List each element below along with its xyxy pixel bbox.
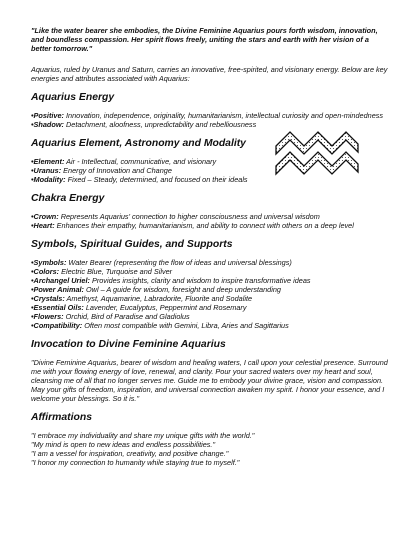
intro-text: Aquarius, ruled by Uranus and Saturn, carries an innovative, free-spirited, and visionary energy. Below are key energies and attributes associated with Aquarius:: [31, 65, 388, 83]
affirmations-heading: Affirmations: [31, 412, 93, 423]
chakra-heading: Chakra Energy: [31, 193, 105, 204]
energy-item: •Positive: Innovation, independence, originality, humanitarianism, intellectual curiosity and open-mindedness: [31, 111, 384, 120]
document-page: [31, 26, 389, 467]
chakra-item: •Heart: Enhances their empathy, humanitarianism, and ability to connect with others on a deep level: [31, 221, 354, 230]
element-item: •Uranus: Energy of Innovation and Change: [31, 166, 172, 175]
affirmation-item: "My mind is open to new ideas and endless possibilities.": [31, 440, 216, 449]
affirmation-item: "I honor my connection to humanity while staying true to myself.": [31, 458, 240, 467]
symbols-item: •Symbols: Water Bearer (representing the flow of ideas and universal blessings): [31, 258, 292, 267]
chakra-item: •Crown: Represents Aquarius' connection to higher consciousness and universal wisdom: [31, 212, 320, 221]
symbols-item: •Archangel Uriel: Provides insights, clarity and wisdom to inspire transformative ideas: [31, 276, 311, 285]
symbols-item: •Crystals: Amethyst, Aquamarine, Labradorite, Fluorite and Sodalite: [31, 294, 253, 303]
energy-heading: Aquarius Energy: [31, 92, 115, 103]
aquarius-water-waves-icon: [272, 126, 362, 176]
affirmation-item: "I embrace my individuality and share my unique gifts with the world.": [31, 431, 255, 440]
element-item: •Modality: Fixed – Steady, determined, and focused on their ideals: [31, 175, 248, 184]
element-item: •Element: Air - Intellectual, communicative, and visionary: [31, 157, 217, 166]
energy-item: •Shadow: Detachment, aloofness, unpredictability and rebelliousness: [31, 120, 257, 129]
invocation-heading: Invocation to Divine Feminine Aquarius: [31, 339, 226, 350]
symbols-item: •Colors: Electric Blue, Turquoise and Silver: [31, 267, 173, 276]
symbols-item: •Essential Oils: Lavender, Eucalyptus, Peppermint and Rosemary: [31, 303, 247, 312]
symbols-item: •Power Animal: Owl – A guide for wisdom, foresight and deep understanding: [31, 285, 281, 294]
element-heading: Aquarius Element, Astronomy and Modality: [31, 138, 246, 149]
affirmation-item: "I am a vessel for inspiration, creativity, and positive change.": [31, 449, 229, 458]
intro-quote: "Like the water bearer she embodies, the Divine Feminine Aquarius pours forth wisdom, innovation, and boundless compassion. Her spirit flows freely, uniting the stars and earth with her vision of a better tomorrow.": [31, 26, 378, 53]
invocation-text: "Divine Feminine Aquarius, bearer of wisdom and healing waters, I call upon your celestial presence. Surround me with your flowing energy of love, renewal, and clarity. Pour your sacred waters over my heart and soul, cleansing me of all that no longer serves me. Guide me to embody your divine grace, vision and compassion. May your gifts of freedom, inspiration, and universal connection awaken my spirit. I honor your essence, and I welcome your blessings. So it is.": [31, 358, 388, 403]
symbols-item: •Compatibility: Often most compatible with Gemini, Libra, Aries and Sagittarius: [31, 321, 289, 330]
symbols-heading: Symbols, Spiritual Guides, and Supports: [31, 239, 233, 250]
symbols-item: •Flowers: Orchid, Bird of Paradise and Gladiolus: [31, 312, 190, 321]
